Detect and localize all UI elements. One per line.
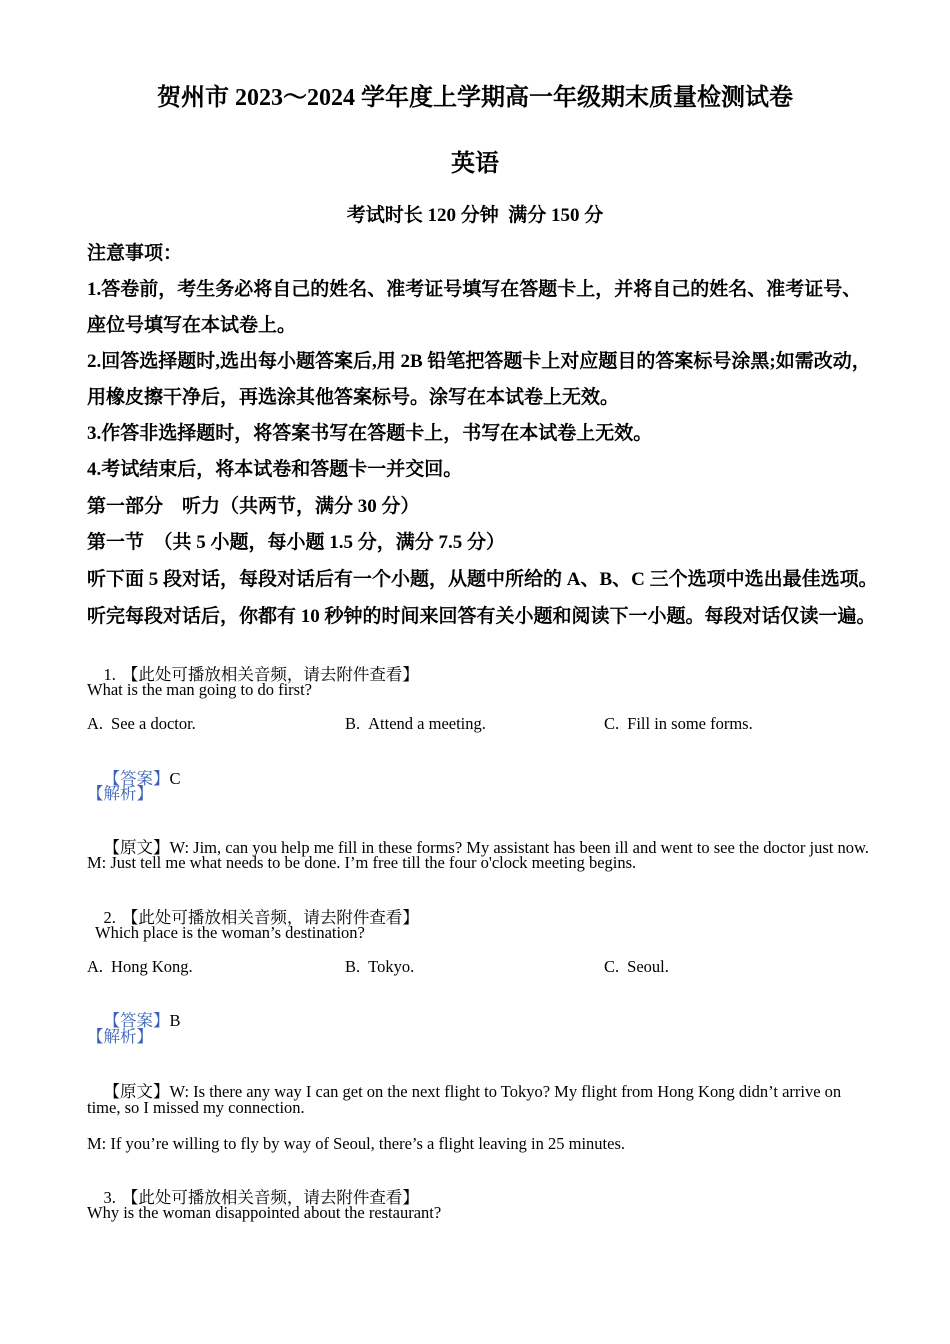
question-stem: What is the man going to do first? xyxy=(87,680,312,699)
part-heading: 第一部分 听力（共两节，满分 30 分） xyxy=(87,496,420,517)
transcript-text: W: Jim, can you help me fill in these forms? My assistant has been ill and went to see the doctor just now. xyxy=(169,838,869,857)
option-c xyxy=(604,714,753,734)
question-stem: Why is the woman disappointed about the restaurant? xyxy=(87,1203,442,1222)
option-label: A. xyxy=(87,957,104,976)
option-label: C. xyxy=(604,957,620,976)
notice-line: 1.答卷前，考生务必将自己的姓名、准考证号填写在答题卡上，并将自己的姓名、准考证号、 xyxy=(87,279,862,300)
transcript-line: time, so I missed my connection. xyxy=(87,1098,305,1117)
answer-label: 【答案】 xyxy=(103,1011,170,1030)
section-instructions: 听下面 5 段对话，每段对话后有一个小题，从题中所给的 A、B、C 三个选项中选出最佳选项。 xyxy=(87,569,878,590)
question-number: 2. xyxy=(103,908,116,927)
notice-line: 2.回答选择题时,选出每小题答案后,用 2B 铅笔把答题卡上对应题目的答案标号涂黑;如需改动， xyxy=(87,351,871,372)
option-text: See a doctor. xyxy=(111,714,196,733)
option-b xyxy=(345,957,414,977)
transcript-text: W: Is there any way I can get on the next flight to Tokyo? My flight from Hong Kong didn’t arrive on xyxy=(169,1082,842,1101)
notice-line: 座位号填写在本试卷上。 xyxy=(87,315,297,336)
analysis-label: 【解析】 xyxy=(87,784,153,803)
option-text: Seoul. xyxy=(627,957,669,976)
options-row xyxy=(0,957,950,977)
subject-title: 英语 xyxy=(451,151,499,177)
options-row xyxy=(0,714,950,734)
transcript-line: M: If you’re willing to fly by way of Seoul, there’s a flight leaving in 25 minutes. xyxy=(87,1134,625,1153)
notice-line: 3.作答非选择题时，将答案书写在答题卡上，书写在本试卷上无效。 xyxy=(87,423,653,444)
transcript-label: 【原文】 xyxy=(103,1082,170,1101)
exam-title: 贺州市 2023～2024 学年度上学期高一年级期末质量检测试卷 xyxy=(157,85,793,111)
option-a xyxy=(87,714,196,734)
exam-info: 考试时长 120 分钟 满分 150 分 xyxy=(346,205,604,226)
option-label: C. xyxy=(604,714,620,733)
option-text: Hong Kong. xyxy=(111,957,193,976)
question-number: 1. xyxy=(103,665,116,684)
notice-line: 4.考试结束后，将本试卷和答题卡一并交回。 xyxy=(87,459,463,480)
question-stem: Which place is the woman’s destination? xyxy=(95,923,365,942)
option-text: Attend a meeting. xyxy=(368,714,486,733)
analysis-label: 【解析】 xyxy=(87,1027,153,1046)
answer-label: 【答案】 xyxy=(103,769,170,788)
option-c xyxy=(604,957,669,977)
option-text: Tokyo. xyxy=(368,957,415,976)
audio-note: 【此处可播放相关音频，请去附件查看】 xyxy=(121,1188,419,1207)
audio-note: 【此处可播放相关音频，请去附件查看】 xyxy=(121,665,419,684)
transcript-line: M: Just tell me what needs to be done. I’m free till the four o'clock meeting begins. xyxy=(87,853,637,872)
option-label: A. xyxy=(87,714,104,733)
question-number: 3. xyxy=(103,1188,116,1207)
option-label: B. xyxy=(345,714,361,733)
audio-note: 【此处可播放相关音频，请去附件查看】 xyxy=(121,908,419,927)
section-heading: 第一节 （共 5 小题，每小题 1.5 分，满分 7.5 分） xyxy=(87,532,506,553)
answer-value: B xyxy=(169,1011,181,1030)
option-label: B. xyxy=(345,957,361,976)
option-a xyxy=(87,957,193,977)
answer-value: C xyxy=(169,769,181,788)
notice-heading: 注意事项： xyxy=(87,243,183,264)
option-text: Fill in some forms. xyxy=(627,714,753,733)
transcript-label: 【原文】 xyxy=(103,838,170,857)
section-instructions: 听完每段对话后，你都有 10 秒钟的时间来回答有关小题和阅读下一小题。每段对话仅读一遍。 xyxy=(87,606,876,627)
option-b xyxy=(345,714,486,734)
notice-line: 用橡皮擦干净后，再选涂其他答案标号。涂写在本试卷上无效。 xyxy=(87,387,620,408)
